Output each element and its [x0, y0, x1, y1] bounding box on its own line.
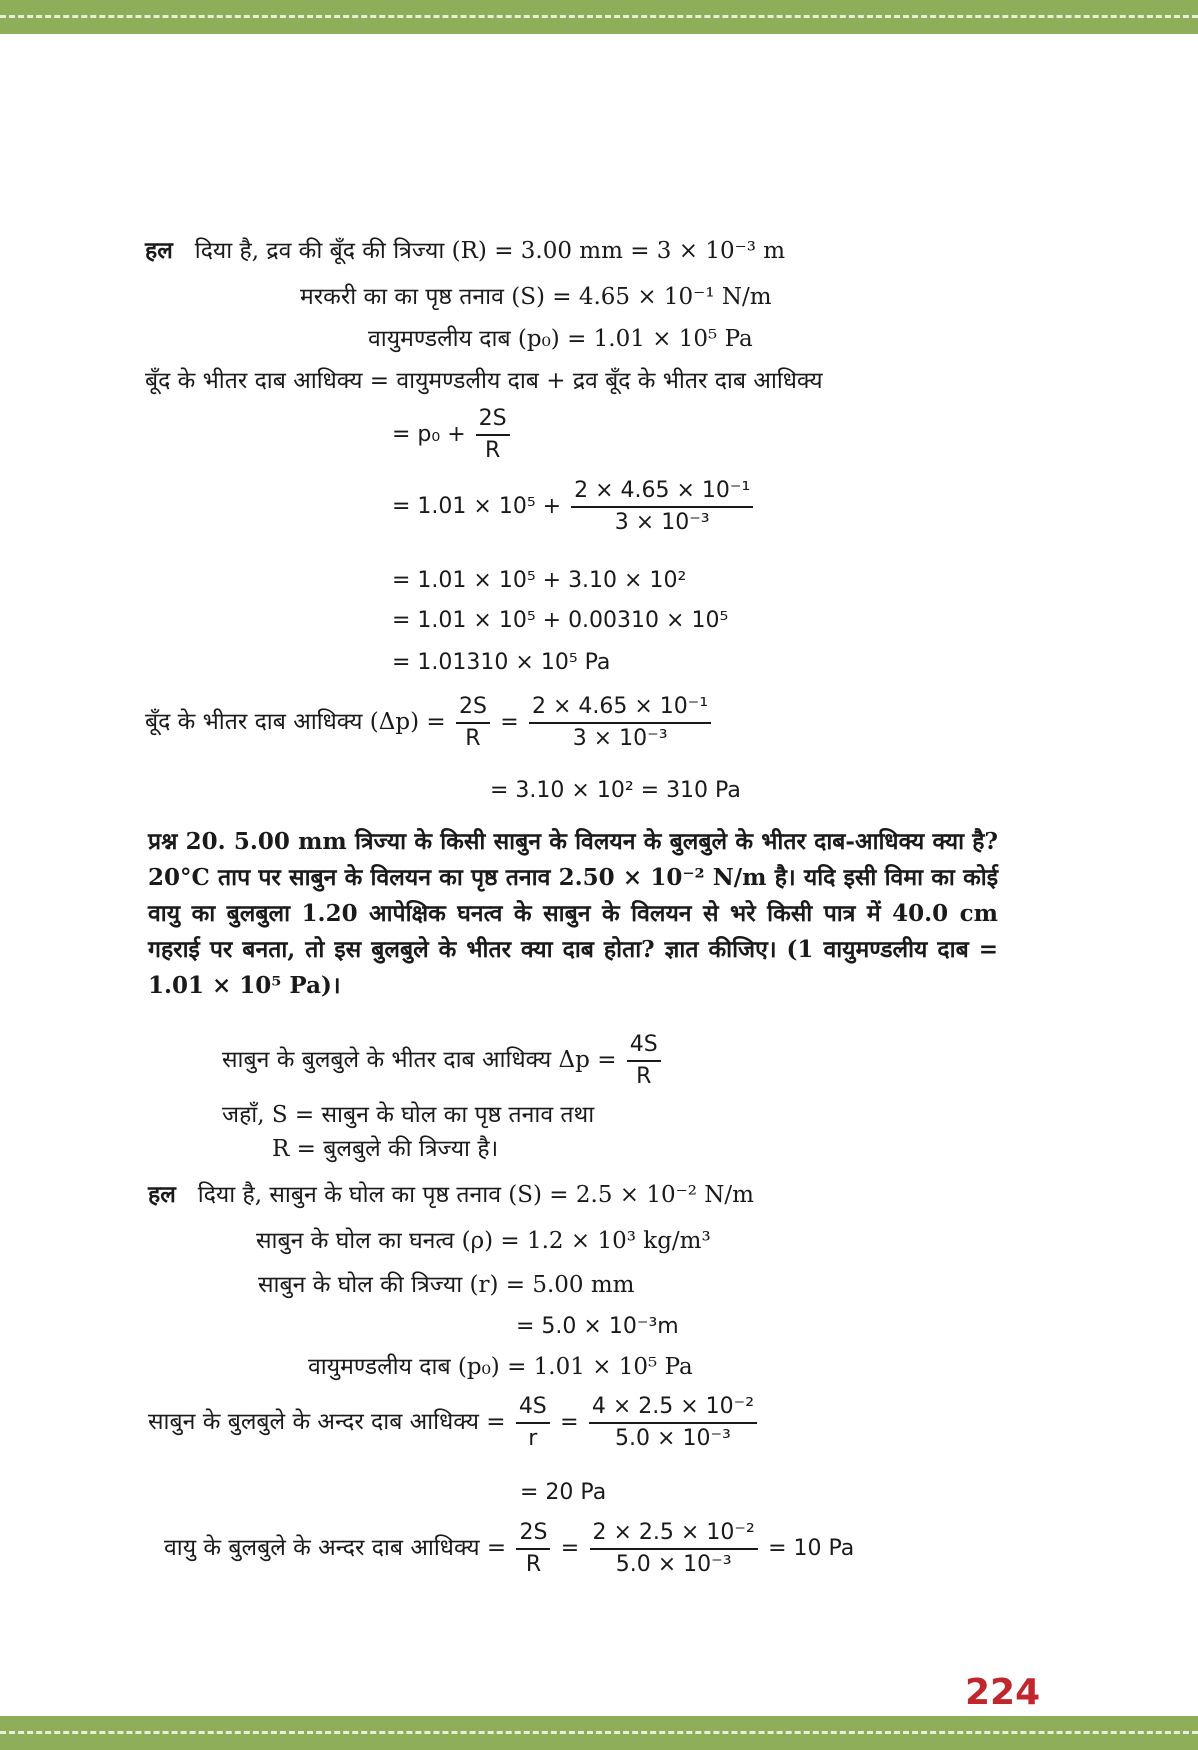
solution2-given-line [148, 1180, 754, 1210]
fraction [589, 1392, 757, 1454]
fraction-numerator: 2S [476, 404, 510, 436]
question-label: प्रश्न 20. [148, 828, 226, 855]
step5: = 1.01310 × 10⁵ Pa [392, 650, 611, 675]
fraction-denominator: R [636, 1064, 652, 1089]
soap-result: = 20 Pa [520, 1480, 607, 1505]
fraction [516, 1518, 550, 1580]
excess-statement: बूँद के भीतर दाब आधिक्य = वायुमण्डलीय दाब + द्रव बूँद के भीतर दाब आधिक्य [145, 368, 823, 394]
step2 [392, 476, 756, 538]
given-radius: दिया है, द्रव की बूँद की त्रिज्या (R) = 3.00 mm = 3 × 10⁻³ m [194, 238, 786, 264]
delta-lhs: बूँद के भीतर दाब आधिक्य (Δp) = [145, 709, 446, 735]
step1 [392, 404, 513, 466]
step3: = 1.01 × 10⁵ + 3.10 × 10² [392, 568, 687, 593]
given-surface-tension: दिया है, साबुन के घोल का पृष्ठ तनाव (S) = 2.5 × 10⁻² N/m [197, 1182, 754, 1208]
fraction [627, 1030, 661, 1092]
hint-where1: जहाँ, S = साबुन के घोल का पृष्ठ तनाव तथा [222, 1102, 595, 1128]
soap-excess-line [148, 1392, 760, 1454]
surface-tension-line: मरकरी का का पृष्ठ तनाव (S) = 4.65 × 10⁻¹ N/m [300, 284, 772, 310]
hal-label: हल [148, 1181, 176, 1208]
fraction-denominator: 3 × 10⁻³ [614, 510, 710, 535]
soap-lhs: साबुन के बुलबुले के अन्दर दाब आधिक्य = [148, 1409, 506, 1435]
air-lhs: वायु के बुलबुले के अन्दर दाब आधिक्य = [164, 1535, 507, 1561]
fraction-denominator: 5.0 × 10⁻³ [615, 1552, 732, 1577]
hint-formula-lhs: साबुन के बुलबुले के भीतर दाब आधिक्य Δp = [222, 1047, 617, 1073]
top-border [0, 0, 1198, 34]
fraction-numerator: 4 × 2.5 × 10⁻² [589, 1392, 757, 1424]
hal-label: हल [145, 237, 173, 264]
fraction [456, 692, 490, 754]
density-line: साबुन के घोल का घनत्व (ρ) = 1.2 × 10³ kg/m³ [256, 1228, 711, 1254]
fraction [476, 404, 510, 466]
fraction [571, 476, 753, 538]
fraction-numerator: 4S [516, 1392, 550, 1424]
fraction-denominator: r [528, 1426, 538, 1451]
fraction-denominator: 5.0 × 10⁻³ [615, 1426, 731, 1451]
equals-sign: = [560, 1536, 580, 1561]
fraction [516, 1392, 550, 1454]
atm-line: वायुमण्डलीय दाब (p₀) = 1.01 × 10⁵ Pa [308, 1354, 693, 1380]
fraction-numerator: 4S [627, 1030, 661, 1062]
step2-lhs: = 1.01 × 10⁵ + [392, 494, 562, 519]
fraction-numerator: 2S [516, 1518, 550, 1550]
fraction [590, 1518, 758, 1580]
equals-sign: = [560, 1410, 579, 1435]
hint-formula [222, 1030, 664, 1092]
step4: = 1.01 × 10⁵ + 0.00310 × 10⁵ [392, 608, 729, 633]
atm-pressure-line: वायुमण्डलीय दाब (p₀) = 1.01 × 10⁵ Pa [368, 326, 753, 352]
delta-p-line [145, 692, 714, 754]
equals-sign: = [500, 710, 519, 735]
fraction-denominator: R [484, 438, 501, 463]
question-20 [148, 824, 998, 1004]
fraction-numerator: 2 × 2.5 × 10⁻² [590, 1518, 758, 1550]
fraction-numerator: 2S [456, 692, 490, 724]
radius-line: साबुन के घोल की त्रिज्या (r) = 5.00 mm [258, 1272, 635, 1298]
fraction-denominator: 3 × 10⁻³ [572, 726, 668, 751]
solution1-given-line [145, 236, 785, 266]
fraction [529, 692, 711, 754]
air-result: = 10 Pa [768, 1536, 855, 1561]
step1-lhs: = p₀ + [392, 422, 466, 447]
fraction-denominator: R [465, 726, 481, 751]
question-text: 5.00 mm त्रिज्या के किसी साबुन के विलयन के बुलबुले के भीतर दाब-आधिक्य क्या है? 20°C ताप पर साबुन के विलयन का पृष्ठ तनाव 2.50 × 10⁻² N/m है। यदि इसी विमा का कोई वायु का बुलबुला 1.20 आपेक्षिक घनत्व के साबुन के विलयन से भरे किसी पात्र में 40.0 cm गहराई पर बनता, तो इस बुलबुले के भीतर क्या दाब होता? ज्ञात कीजिए। (1 वायुमण्डलीय दाब = 1.01 × 10⁵ Pa)। [148, 828, 998, 999]
hint-where2: R = बुलबुले की त्रिज्या है। [272, 1136, 499, 1162]
fraction-numerator: 2 × 4.65 × 10⁻¹ [529, 692, 711, 724]
air-excess-line [164, 1518, 854, 1580]
bottom-border [0, 1716, 1198, 1750]
delta-result: = 3.10 × 10² = 310 Pa [490, 778, 741, 803]
fraction-denominator: R [525, 1552, 542, 1577]
radius-line-2: = 5.0 × 10⁻³m [516, 1314, 679, 1339]
page-number: 224 [965, 1672, 1041, 1713]
fraction-numerator: 2 × 4.65 × 10⁻¹ [571, 476, 753, 508]
